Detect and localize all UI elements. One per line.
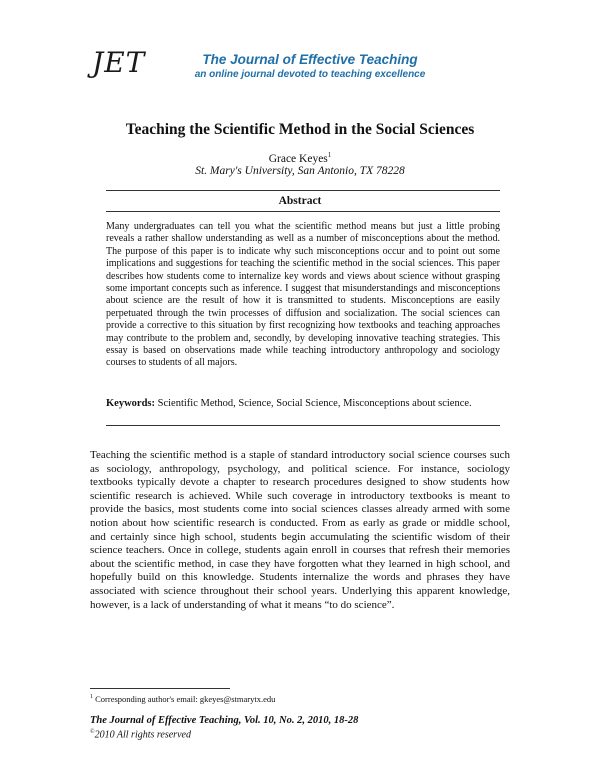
footnote [90,694,275,704]
abstract-top-rule [106,190,500,191]
abstract-bottom-rule [106,425,500,426]
copyright-text: 2010 All rights reserved [94,729,191,741]
footnote-mark: 1 [90,694,93,701]
author-name: Grace Keyes [268,152,328,165]
body-paragraph: Teaching the scientific method is a staple of standard introductory social science courses such as sociology, anthropology, psychology, and political science. For instance, sociology textbooks typically devote a chapter to research procedures designed to show students how scientific research is achieved. While such coverage in introductory textbooks is meant to provide the basics, most students come into social sciences classes already armed with some notion about how scientific research is conducted. From as early as grade or middle school, and certainly since high school, students begin accumulating the scientific wisdom of their science teachers. Once in college, students again enroll in courses that refresh their memories about the scientific method, in case they have forgotten what they learned in high school, and hopefully build on this knowledge. Students internalize the words and phrases they have associated with science throughout their school years. Underlying this apparent knowledge, however, is a lack of understanding of what it means “to do science”. [90,449,510,611]
keywords-text: Scientific Method, Science, Social Science, Misconceptions about science. [157,398,472,409]
abstract-heading-rule [106,211,500,212]
journal-citation: The Journal of Effective Teaching, Vol. 10, No. 2, 2010, 18-28 [90,715,359,726]
abstract-heading: Abstract [278,195,322,207]
journal-subtitle: an online journal devoted to teaching excellence [194,69,426,80]
author-line [0,151,600,165]
author-footnote-mark[interactable]: 1 [327,151,332,159]
keywords [106,397,500,410]
copyright-symbol: © [90,729,95,735]
journal-logo: JET [92,46,146,79]
footnote-text: Corresponding author's email: gkeyes@stmarytx.edu [95,694,276,704]
copyright [90,729,191,740]
keywords-label: Keywords: [106,398,155,409]
footnote-rule [90,688,230,689]
paper-title: Teaching the Scientific Method in the Social Sciences [125,121,475,138]
author-affiliation: St. Mary's University, San Antonio, TX 78228 [195,165,405,177]
journal-header [180,52,440,81]
journal-name: The Journal of Effective Teaching [202,52,418,67]
abstract-text: Many undergraduates can tell you what the scientific method means but just a little probing reveals a rather shallow understanding as well as a number of misconceptions about the method. The purpose of this paper is to indicate why such misconceptions occur and to point out some implications and suggestions for teaching the scientific method in the social sciences. This paper describes how students come to internalize key words and views about science without grasping some important concepts such as inference. I suggest that misunderstandings and misconceptions about science are the result of how it is transmitted to students. Misconceptions are easily perpetuated through the twin processes of diffusion and socialization. The social sciences can provide a corrective to this situation by first recognizing how textbooks and teaching approaches may contribute to the problem and, secondly, by developing innovative teaching strategies. This essay is based on observations made while teaching introductory anthropology and sociology courses to students of all majors. [106,221,500,369]
